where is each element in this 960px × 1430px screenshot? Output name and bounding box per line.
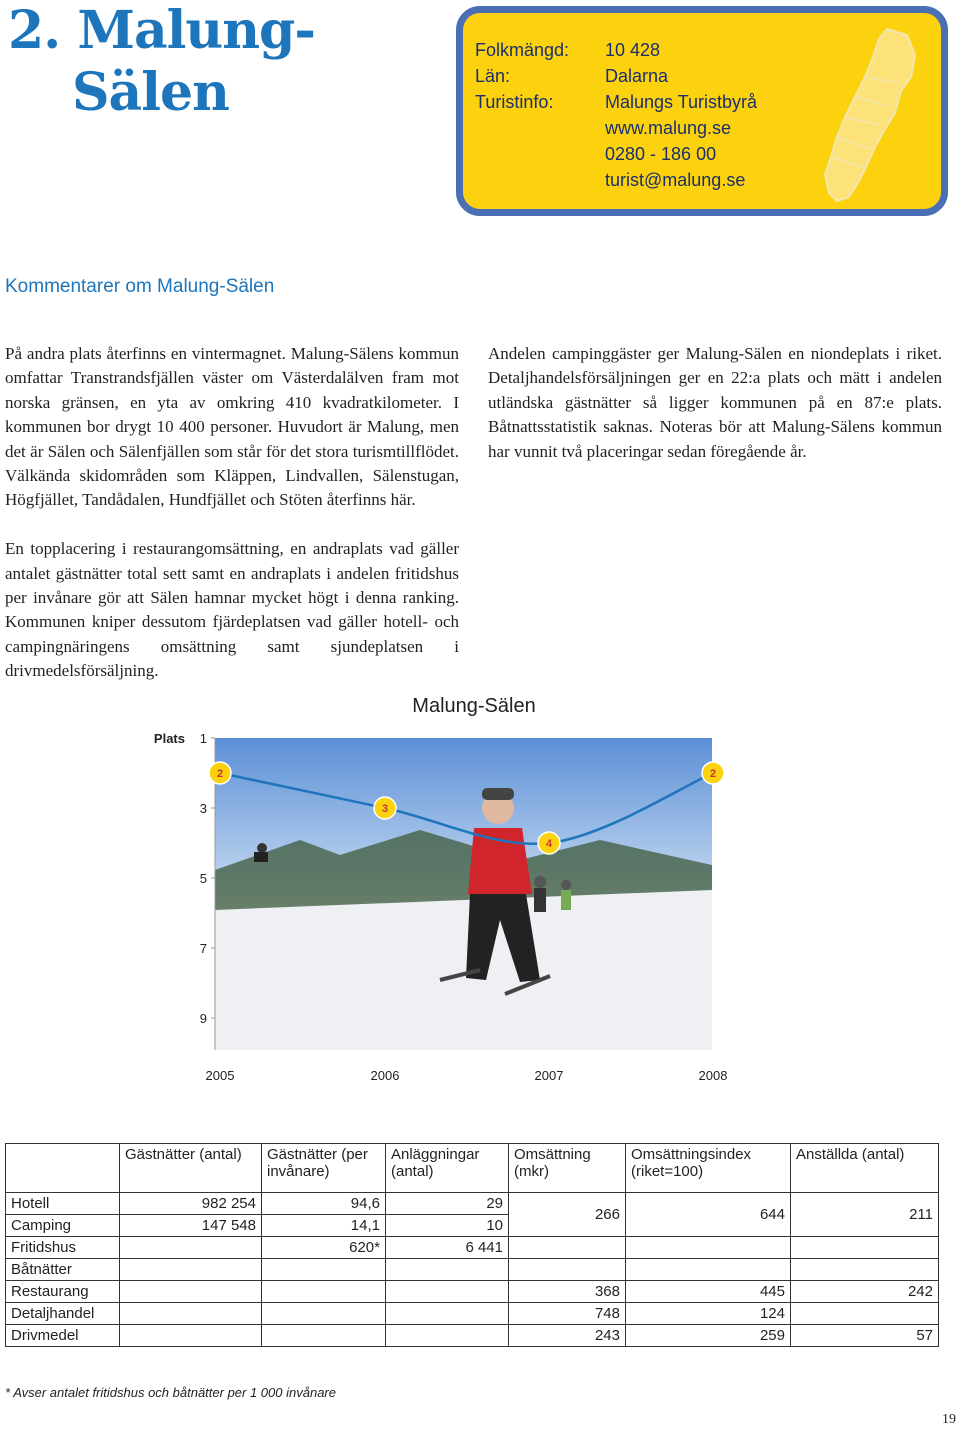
table-row [6, 1281, 939, 1303]
fact-label: Folkmängd: [475, 40, 570, 60]
row-label: Båtnätter [6, 1259, 120, 1281]
table-cell [386, 1303, 509, 1325]
table-cell: 368 [509, 1281, 626, 1303]
table-row [6, 1193, 939, 1215]
table-cell: 124 [626, 1303, 791, 1325]
chart-title: Malung-Sälen [412, 695, 536, 717]
data-label: 2 [709, 768, 717, 780]
x-axis [206, 1068, 728, 1083]
table-cell [791, 1303, 939, 1325]
data-label: 2 [216, 768, 224, 780]
ranking-chart [0, 680, 960, 1100]
table-cell [120, 1237, 262, 1259]
footnote: * Avser antalet fritidshus och båtnätter per 1 000 invånare [5, 1385, 336, 1400]
text-column-right [488, 342, 942, 488]
fact-box [456, 6, 948, 216]
skier-photo [215, 738, 712, 1050]
table-cell: 211 [791, 1193, 939, 1237]
table-cell [509, 1259, 626, 1281]
table-cell [509, 1237, 626, 1259]
data-label: 3 [381, 803, 389, 815]
sweden-map-icon [815, 25, 925, 205]
table-cell: 266 [509, 1193, 626, 1237]
table-cell: 147 548 [120, 1215, 262, 1237]
table-cell [262, 1281, 386, 1303]
table-cell: 14,1 [262, 1215, 386, 1237]
table-cell: 242 [791, 1281, 939, 1303]
y-tick-label: 7 [199, 941, 207, 956]
table-cell [626, 1237, 791, 1259]
heading-line2: Sälen [72, 62, 229, 123]
paragraph-2: En topplacering i restaurangomsättning, en andraplats vad gäller antalet gästnätter total sett samt en andraplats i andelen fritidshus per invånare gör att Sälen hamnar mycket högt i denna ranking. Kommunen kniper dessutom fjärdeplatsen vad gäller hotell- och campingnäringens omsättning samt sjundeplatsen i drivmedelsförsäljning. [5, 539, 459, 681]
row-label: Drivmedel [6, 1325, 120, 1347]
table-row [6, 1303, 939, 1325]
table-cell [386, 1325, 509, 1347]
table-cell: 10 [386, 1215, 509, 1237]
table-cell [120, 1281, 262, 1303]
table-header-cell: Gästnätter (per invånare) [262, 1144, 386, 1193]
fact-label: Turistinfo: [475, 92, 554, 112]
table-header-cell: Anläggningar (antal) [386, 1144, 509, 1193]
row-label: Detaljhandel [6, 1303, 120, 1325]
y-tick-label: 9 [199, 1011, 207, 1026]
fact-value: Malungs Turistbyrå [605, 92, 758, 112]
fact-label [475, 141, 605, 167]
table-cell [791, 1259, 939, 1281]
table-header-cell: Omsättningsindex (riket=100) [626, 1144, 791, 1193]
page-number: 19 [942, 1412, 956, 1427]
row-label: Fritidshus [6, 1237, 120, 1259]
y-axis-label: Plats [153, 731, 185, 746]
table-row [6, 1325, 939, 1347]
fact-value: Dalarna [605, 66, 669, 86]
paragraph-3: Andelen campinggäster ger Malung-Sälen en niondeplats i riket. Detaljhandelsförsäljningen ger en 22:a plats och mätt i andelen utländska gästnätter så ligger kommunen på en 87:e plats. Båtnattsstatistik saknas. Noteras bör att Malung-Sälens kommun har vunnit två placeringar sedan föregående år. [488, 344, 942, 461]
table-cell [386, 1281, 509, 1303]
table-cell: 243 [509, 1325, 626, 1347]
fact-value: 0280 - 186 00 [605, 144, 717, 164]
row-label: Camping [6, 1215, 120, 1237]
table-cell: 57 [791, 1325, 939, 1347]
table-header-cell: Omsättning (mkr) [509, 1144, 626, 1193]
table-header-cell [6, 1144, 120, 1193]
x-tick-label: 2007 [534, 1068, 564, 1083]
paragraph [5, 342, 459, 684]
table-cell [262, 1325, 386, 1347]
page-heading [8, 0, 315, 124]
table-cell [120, 1259, 262, 1281]
table-cell [262, 1303, 386, 1325]
paragraph-1: På andra plats återfinns en vintermagnet. Malung-Sälens kommun omfattar Transtrandsfjällen väster om Västerdalälven fram mot norska gränsen, en yta av omkring 410 kvadratkilometer. I kommunen bor drygt 10 400 personer. Huvudort är Malung, men det är Sälen och Sälenfjällen som står för det stora turismtillflödet. Välkända skidområden som Kläppen, Lindvallen, Sälenstugan, Högfjället, Tandådalen, Hundfjället och Stöten återfinns här. [5, 344, 459, 510]
fact-value: turist@malung.se [605, 170, 746, 190]
table-cell [120, 1303, 262, 1325]
table-cell: 94,6 [262, 1193, 386, 1215]
y-tick-label: 5 [199, 871, 207, 886]
x-tick-label: 2006 [370, 1068, 400, 1083]
heading-line1: 2. Malung- [8, 0, 315, 61]
table-cell: 982 254 [120, 1193, 262, 1215]
fact-value: www.malung.se [605, 118, 732, 138]
fact-label: Län: [475, 66, 511, 86]
table-cell: 6 441 [386, 1237, 509, 1259]
table-cell: 620* [262, 1237, 386, 1259]
table-cell [791, 1237, 939, 1259]
table-cell: 445 [626, 1281, 791, 1303]
statistics-table [5, 1143, 939, 1347]
table-cell: 748 [509, 1303, 626, 1325]
table-cell [626, 1259, 791, 1281]
row-label: Hotell [6, 1193, 120, 1215]
section-subheading: Kommentarer om Malung-Sälen [5, 276, 275, 297]
table-row [6, 1237, 939, 1259]
fact-value: 10 428 [605, 40, 661, 60]
y-tick-label: 3 [199, 801, 207, 816]
fact-label [475, 167, 605, 193]
table-header-row [6, 1144, 939, 1193]
text-column-left [5, 342, 459, 684]
table-header-cell: Gästnätter (antal) [120, 1144, 262, 1193]
table-cell: 259 [626, 1325, 791, 1347]
table-header-cell: Anställda (antal) [791, 1144, 939, 1193]
table-cell [386, 1259, 509, 1281]
data-label: 4 [545, 838, 553, 850]
row-label: Restaurang [6, 1281, 120, 1303]
fact-label [475, 115, 605, 141]
table-cell: 29 [386, 1193, 509, 1215]
x-tick-label: 2008 [698, 1068, 728, 1083]
table-cell [262, 1259, 386, 1281]
table-cell: 644 [626, 1193, 791, 1237]
y-axis [154, 731, 215, 1050]
table-cell [120, 1325, 262, 1347]
y-tick-label: 1 [199, 731, 207, 746]
table-row [6, 1259, 939, 1281]
x-tick-label: 2005 [205, 1068, 235, 1083]
